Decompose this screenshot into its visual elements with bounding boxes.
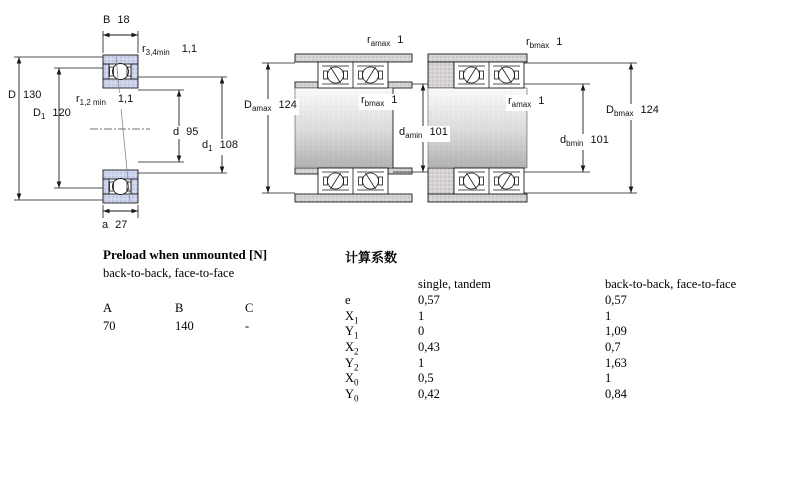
right-arrangement-drawing — [428, 54, 637, 202]
dim-label-rbmax-middle: $r_{bmax}$ 1 — [361, 94, 398, 109]
factor-row-X1: $X_1$ 1 1 — [345, 308, 612, 326]
dim-label-a: a 27 — [102, 219, 128, 231]
dim-label-Damax: $D_{amax}$ 124 — [244, 99, 297, 114]
factor-row-Y1: $Y_1$ 0 1,09 — [345, 324, 627, 341]
calculation-factors-table — [345, 247, 736, 403]
dim-label-dbmin: $d_{bmin}$ 101 — [560, 134, 609, 149]
factors-col2-header: back-to-back, face-to-face — [605, 277, 737, 291]
dim-label-ramax-right: $r_{amax}$ 1 — [508, 95, 545, 110]
dim-label-d1: $d_1$ 108 — [202, 139, 238, 154]
preload-header-A: A — [103, 301, 113, 315]
preload-subtitle: back-to-back, face-to-face — [103, 266, 235, 280]
factor-row-Y0: $Y_0$ 0,42 0,84 — [345, 387, 627, 404]
preload-header-B: B — [175, 301, 184, 315]
dim-label-r34min: $r_{3,4min}$ 1,1 — [142, 43, 197, 58]
factors-grid — [345, 276, 736, 403]
factors-col1-header: single, tandem — [418, 277, 491, 291]
preload-value-B: 140 — [175, 319, 194, 333]
factors-header-row — [345, 276, 736, 293]
dim-label-D1: $D_1$ 120 — [33, 107, 71, 122]
dim-label-ramax-middle: $r_{amax}$ 1 — [367, 34, 404, 49]
dim-label-d: d 95 — [173, 126, 199, 138]
dimension-lines — [583, 63, 631, 193]
factor-row-X2: $X_2$ 0,43 0,7 — [345, 340, 621, 357]
preload-value-C: - — [245, 319, 250, 333]
dim-label-rbmax-right: $r_{bmax}$ 1 — [526, 36, 563, 51]
preload-header-C: C — [245, 301, 254, 315]
preload-table — [103, 247, 305, 334]
extension-lines — [524, 63, 637, 193]
preload-header-row — [103, 301, 305, 316]
dim-label-Dbmax: $D_{bmax}$ 124 — [606, 104, 659, 119]
dim-label-r12min: $r_{1,2 min}$ 1,1 — [76, 93, 134, 108]
factor-row-Y2: $Y_2$ 1 1,63 — [345, 355, 627, 373]
dim-label-D: D 130 — [8, 89, 42, 101]
factors-title: 计算系数 — [345, 250, 398, 265]
preload-value-A: 70 — [103, 319, 116, 333]
factor-row-X0: $X_0$ 0,5 1 — [345, 371, 612, 388]
dim-label-damin: $d_{amin}$ 101 — [399, 126, 448, 141]
preload-value-row — [103, 319, 305, 334]
preload-title: Preload when unmounted [N] — [103, 247, 268, 262]
factor-row-e: e 0,57 0,57 — [345, 293, 627, 307]
dim-label-B: B 18 — [103, 14, 130, 26]
